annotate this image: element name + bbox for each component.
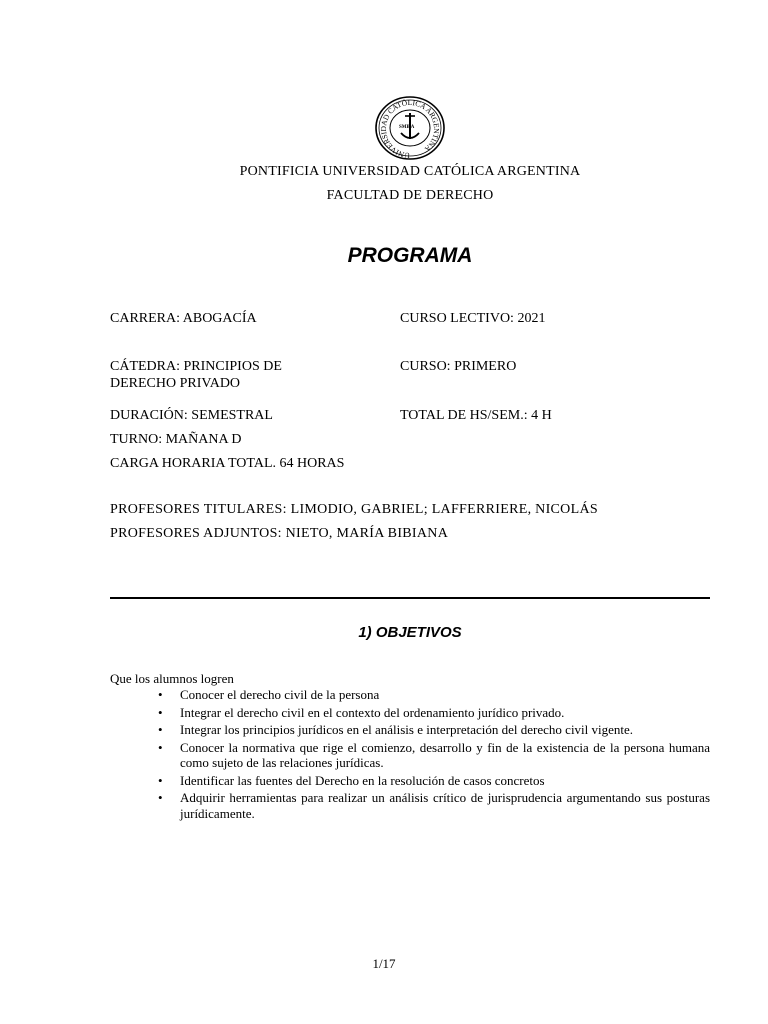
profesores-adjuntos: PROFESORES ADJUNTOS: NIETO, MARÍA BIBIANA <box>110 526 449 541</box>
list-item: • Identificar las fuentes del Derecho en la resolución de casos concretos <box>158 772 545 788</box>
bullet-marker: • <box>158 772 163 788</box>
document-title: PROGRAMA <box>347 244 473 267</box>
university-seal <box>374 95 446 161</box>
svg-text:SMB A: SMB A <box>399 125 415 130</box>
list-item: • Integrar el derecho civil en el contexto del ordenamiento jurídico privado. <box>158 704 565 720</box>
turno-field: TURNO: MAÑANA D <box>110 432 242 447</box>
bullet-marker: • <box>158 739 163 755</box>
curso-lectivo-field: CURSO LECTIVO: 2021 <box>400 311 546 326</box>
list-item: • Adquirir herramientas para realizar un análisis crítico de jurisprudencia argumentando sus posturas jurídicamente. <box>158 790 710 821</box>
seal-graphic <box>374 95 446 161</box>
duracion-field: DURACIÓN: SEMESTRAL <box>110 408 273 423</box>
bullet-marker: • <box>158 722 163 737</box>
carrera-field: CARRERA: ABOGACÍA <box>110 311 257 326</box>
objetivos-heading: 1) OBJETIVOS <box>358 624 462 641</box>
page-number: 1/17 <box>372 956 396 971</box>
total-hs-field: TOTAL DE HS/SEM.: 4 H <box>400 408 552 423</box>
faculty-name: FACULTAD DE DERECHO <box>326 188 494 203</box>
catedra-field-line1: CÁTEDRA: PRINCIPIOS DE <box>110 359 282 374</box>
section-divider <box>110 597 710 599</box>
objetivos-list <box>158 687 710 823</box>
carga-horaria-field: CARGA HORARIA TOTAL. 64 HORAS <box>110 456 345 471</box>
university-name: PONTIFICIA UNIVERSIDAD CATÓLICA ARGENTINA <box>239 164 581 179</box>
catedra-field-line2: DERECHO PRIVADO <box>110 376 241 391</box>
list-item: • Conocer la normativa que rige el comienzo, desarrollo y fin de la existencia de la persona humana como sujeto de las relaciones jurídicas. <box>158 739 710 770</box>
bullet-marker: • <box>158 687 163 702</box>
svg-text:UNIVERSIDAD CATÓLICA ARGENTINA: UNIVERSIDAD CATÓLICA ARGENTINA <box>378 97 442 161</box>
profesores-titulares: PROFESORES TITULARES: LIMODIO, GABRIEL; LAFFERRIERE, NICOLÁS <box>110 502 598 517</box>
curso-field: CURSO: PRIMERO <box>400 359 517 374</box>
objetivos-intro: Que los alumnos logren <box>110 671 234 686</box>
bullet-marker: • <box>158 790 163 805</box>
list-item: • Integrar los principios jurídicos en el análisis e interpretación del derecho civil vigente. <box>158 722 634 737</box>
list-item: • Conocer el derecho civil de la persona <box>158 687 380 702</box>
bullet-marker: • <box>158 704 163 720</box>
